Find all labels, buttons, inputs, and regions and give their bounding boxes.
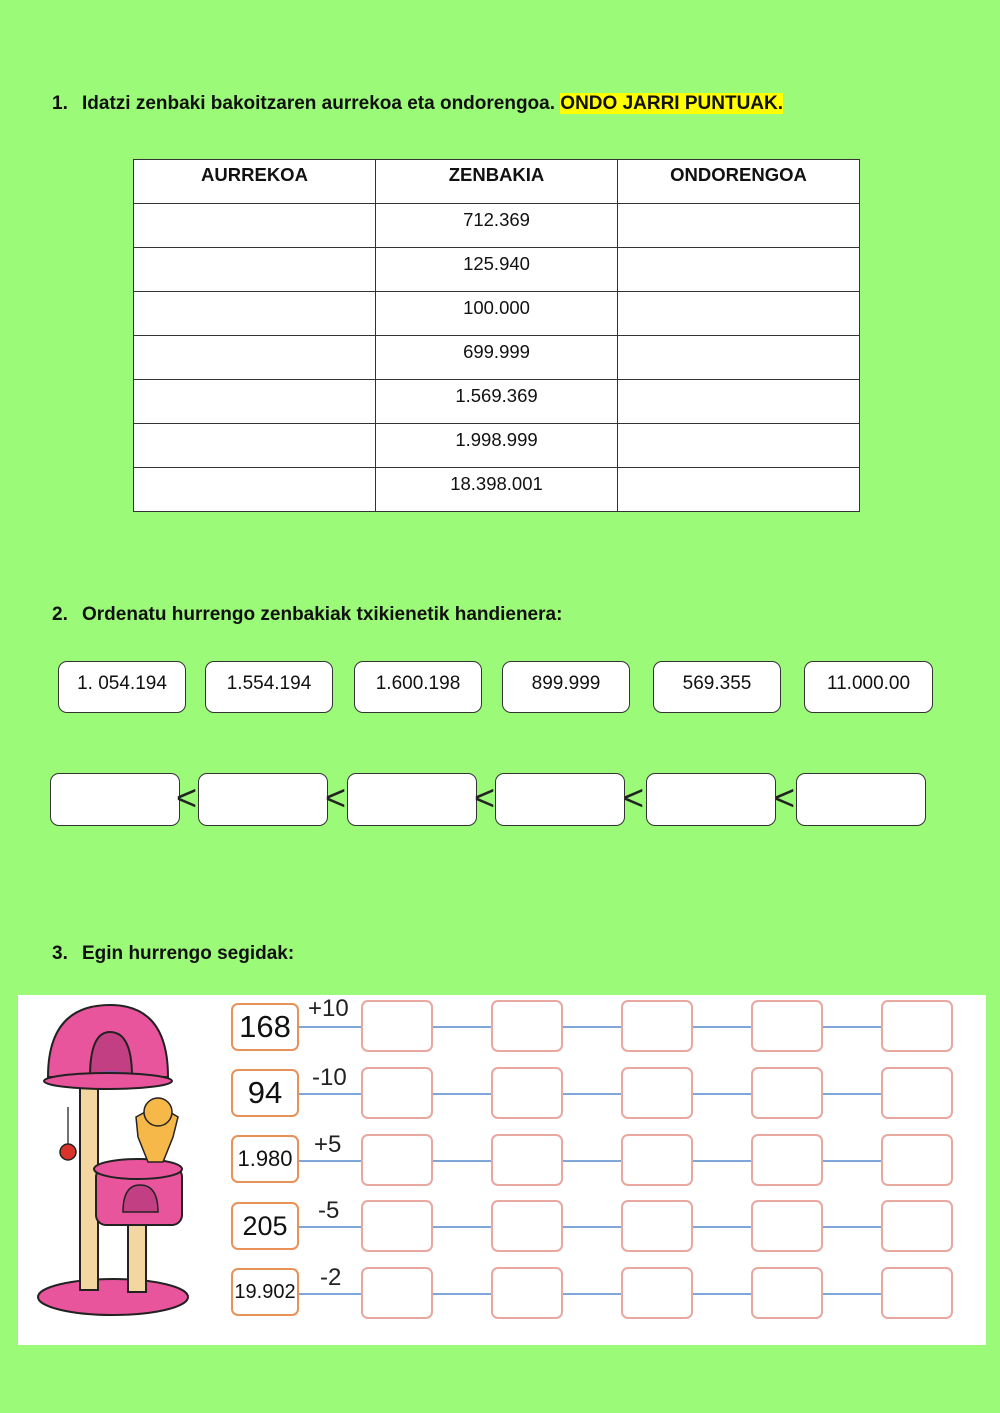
order-answer-box[interactable] [50,773,180,826]
exercise-3-heading [52,943,294,965]
sequence-connector [433,1093,491,1095]
number-card[interactable]: 1.554.194 [205,661,333,713]
sequence-answer-box[interactable] [751,1134,823,1186]
sequence-answer-box[interactable] [491,1067,563,1119]
sequence-connector [433,1026,491,1028]
sequence-connector [823,1226,881,1228]
sequence-answer-box[interactable] [621,1134,693,1186]
sequence-connector [433,1293,491,1295]
sequence-start: 19.902 [231,1268,299,1316]
sequence-answer-box[interactable] [491,1200,563,1252]
less-than-sign: < [474,777,496,818]
sequence-answer-box[interactable] [881,1134,953,1186]
sequence-answer-box[interactable] [361,1267,433,1319]
sequence-answer-box[interactable] [881,1267,953,1319]
sequence-connector [433,1160,491,1162]
sequence-answer-box[interactable] [751,1000,823,1052]
sequence-connector [433,1226,491,1228]
answer-cell[interactable] [134,380,376,424]
sequence-connector [299,1093,361,1095]
cat-tree-illustration [28,997,218,1337]
number-card[interactable]: 1. 054.194 [58,661,186,713]
order-answer-box[interactable] [495,773,625,826]
sequence-answer-box[interactable] [751,1267,823,1319]
sequence-rule: +10 [308,995,349,1022]
sequence-answer-box[interactable] [751,1200,823,1252]
number-card[interactable]: 11.000.00 [804,661,933,713]
sequence-answer-box[interactable] [621,1267,693,1319]
number-cell: 125.940 [376,248,618,292]
table-row [134,424,860,468]
answer-cell[interactable] [134,204,376,248]
sequence-connector [563,1226,621,1228]
sequence-connector [823,1293,881,1295]
answer-cell[interactable] [618,204,860,248]
header-ondorengoa: ONDORENGOA [618,160,860,204]
number-cell: 100.000 [376,292,618,336]
answer-cell[interactable] [134,336,376,380]
sequence-answer-box[interactable] [751,1067,823,1119]
order-answer-box[interactable] [198,773,328,826]
answer-cell[interactable] [618,292,860,336]
sequence-connector [693,1293,751,1295]
sequence-answer-box[interactable] [621,1000,693,1052]
sequence-connector [693,1226,751,1228]
table-row [134,468,860,512]
sequence-answer-box[interactable] [361,1000,433,1052]
answer-cell[interactable] [618,424,860,468]
sequence-answer-box[interactable] [621,1067,693,1119]
sequence-start: 1.980 [231,1135,299,1183]
sequence-connector [563,1293,621,1295]
number-card[interactable]: 1.600.198 [354,661,482,713]
sequence-connector [693,1093,751,1095]
number-cell: 1.569.369 [376,380,618,424]
table-row [134,248,860,292]
sequence-rule: +5 [314,1131,342,1158]
sequence-rule: -2 [320,1264,342,1291]
sequence-connector [823,1160,881,1162]
sequence-answer-box[interactable] [491,1134,563,1186]
sequence-answer-box[interactable] [361,1200,433,1252]
sequence-answer-box[interactable] [881,1200,953,1252]
number-card[interactable]: 899.999 [502,661,630,713]
sequence-connector [693,1160,751,1162]
predecessor-successor-table [133,159,860,512]
number-card[interactable]: 569.355 [653,661,781,713]
answer-cell[interactable] [134,424,376,468]
exercise-3-number: 3. [52,943,68,964]
exercise-3-text: Egin hurrengo segidak: [82,943,295,964]
exercise-2-text: Ordenatu hurrengo zenbakiak txikienetik handienera: [82,604,563,625]
sequence-answer-box[interactable] [881,1067,953,1119]
sequence-connector [563,1160,621,1162]
order-answer-box[interactable] [646,773,776,826]
sequence-answer-box[interactable] [491,1267,563,1319]
sequence-connector [823,1026,881,1028]
less-than-sign: < [176,777,198,818]
number-cell: 18.398.001 [376,468,618,512]
sequence-start: 205 [231,1202,299,1250]
table-row [134,292,860,336]
exercise-1-number: 1. [52,93,68,114]
header-zenbakia: ZENBAKIA [376,160,618,204]
sequence-answer-box[interactable] [491,1000,563,1052]
sequence-answer-box[interactable] [881,1000,953,1052]
answer-cell[interactable] [618,468,860,512]
number-cell: 712.369 [376,204,618,248]
table-row [134,336,860,380]
answer-cell[interactable] [618,336,860,380]
less-than-sign: < [774,777,796,818]
sequence-start: 168 [231,1003,299,1051]
less-than-sign: < [623,777,645,818]
answer-cell[interactable] [134,468,376,512]
header-aurrekoa: AURREKOA [134,160,376,204]
sequence-connector [563,1093,621,1095]
sequence-connector [823,1093,881,1095]
order-answer-box[interactable] [347,773,477,826]
answer-cell[interactable] [134,292,376,336]
exercise-1-heading [52,93,783,115]
number-cell: 1.998.999 [376,424,618,468]
sequence-connector [299,1293,361,1295]
sequence-answer-box[interactable] [361,1067,433,1119]
answer-cell[interactable] [618,248,860,292]
table-row [134,204,860,248]
sequence-connector [693,1026,751,1028]
sequence-rule: -5 [318,1197,340,1224]
answer-cell[interactable] [618,380,860,424]
exercise-1-highlight: ONDO JARRI PUNTUAK. [560,93,784,114]
sequence-connector [299,1026,361,1028]
exercise-2-number: 2. [52,604,68,625]
sequence-rule: -10 [312,1064,347,1091]
sequences-panel [18,995,986,1345]
sequence-answer-box[interactable] [361,1134,433,1186]
sequence-answer-box[interactable] [621,1200,693,1252]
order-answer-box[interactable] [796,773,926,826]
answer-cell[interactable] [134,248,376,292]
sequence-start: 94 [231,1069,299,1117]
table-row [134,380,860,424]
sequence-connector [299,1160,361,1162]
sequence-connector [563,1026,621,1028]
exercise-2-heading [52,604,562,626]
number-cell: 699.999 [376,336,618,380]
less-than-sign: < [325,777,347,818]
sequence-connector [299,1226,361,1228]
exercise-1-text: Idatzi zenbaki bakoitzaren aurrekoa eta ondorengoa. [82,93,556,114]
